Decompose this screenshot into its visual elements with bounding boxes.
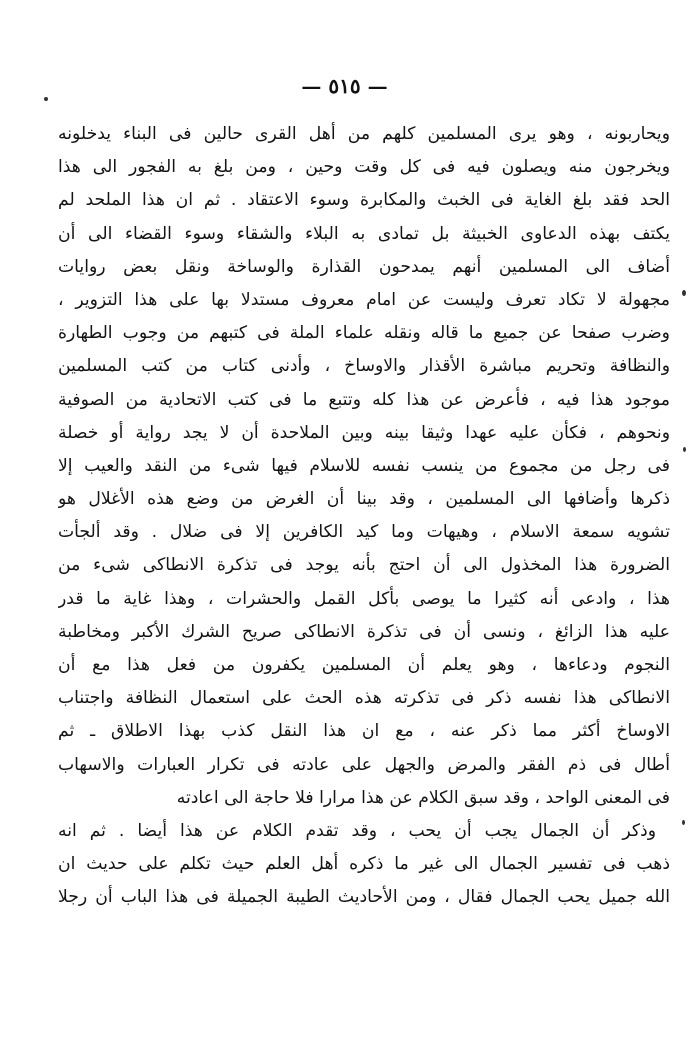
text-line: النجوم ودعاءها ، وهو يعلم أن المسلمين يكفرون من فعل هذا مع أن [58,655,670,675]
text-line: يكتف بهذه الدعاوى الخبيثة بل تمادى به البلاء والشقاء وسوء القضاء الى أن [58,223,670,244]
text-line: ونحوهم ، فكأن عليه عهدا وثيقا بينه وبين الملاحدة أن لا يجد رواية أو خصلة [58,422,670,443]
page-number: — ٥١٥ — [301,74,388,98]
text-line: الله جميل يحب الجمال فقال ، ومن الأحاديث الطيبة الجميلة فى هذا الباب أن رجلا [58,887,670,908]
text-line: ويخرجون منه ويصلون فيه فى كل وقت وحين ، ومن بلغ به الفجور الى هذا [58,157,670,178]
text-line: مجهولة لا تكاد تعرف وليست عن امام معروف مستدلا بها على هذا التزوير ، [58,289,670,310]
page-body-text [58,118,670,915]
text-line-paragraph-start: وذكر أن الجمال يجب أن يحب ، وقد تقدم الكلام عن هذا أيضا . ثم انه [58,820,656,841]
text-line: هذا ، وادعى أنه كثيرا ما يوصى بأكل القمل والحشرات ، وهذا غاية ما قدر [58,588,670,609]
scan-speck [682,820,685,825]
text-line-paragraph-end: فى المعنى الواحد ، وقد سبق الكلام عن هذا مرارا فلا حاجة الى اعادته [176,787,670,808]
text-line: أطال فى ذم الفقر والمرض والجهل على عادته فى تكرار العبارات والاسهاب [58,754,670,775]
scan-speck [683,447,686,452]
text-line: الحد فقد بلغ الغاية فى الخبث والمكابرة وسوء الاعتقاد . ثم ان هذا الملحد لم [58,190,670,211]
text-line: فى رجل من مجموع من ينسب نفسه للاسلام فيها شىء من النقد والعيب إلا [58,455,670,476]
text-line: والنظافة وتحريم مباشرة الأقذار والاوساخ ، وأدنى كتاب من كتب المسلمين [58,356,670,377]
text-line: ذكرها وأضافها الى المسلمين ، وقد بينا أن الغرض من وضع هذه الأغلال هو [58,489,670,510]
scan-speck [44,97,48,101]
text-line: ذهب فى تفسير الجمال الى غير ما ذكره أهل العلم حيث تكلم على حديث ان [58,854,670,875]
text-line: تشويه سمعة الاسلام ، وهيهات وما كيد الكافرين إلا فى ضلال . وقد ألجأت [58,522,670,543]
text-line: الاوساخ أكثر مما ذكر عنه ، مع ان هذا النقل كذب بهذا الاطلاق ـ ثم [58,721,670,742]
text-line: الضرورة هذا المخذول الى أن احتج بأنه يوجد فى تذكرة الانطاكى شىء من [58,555,670,576]
text-line: موجود هذا فيه ، فأعرض عن هذا كله وتتبع ما فى كتب الاتحادية من الصوفية [58,389,670,410]
text-line: أضاف الى المسلمين أنهم يمدحون القذارة والوساخة ونقل بعض روايات [58,256,670,277]
text-line: الانطاكى هذا نفسه ذكر فى تذكرته هذه الحث على استعمال النظافة واجتناب [58,688,670,709]
text-line: ويحاربونه ، وهو يرى المسلمين كلهم من أهل القرى حالين فى البناء يدخلونه [58,124,670,144]
text-line: عليه هذا الزائغ ، ونسى أن فى تذكرة الانطاكى صريح الشرك الأكبر ومخاطبة [58,621,670,642]
text-line: وضرب صفحا عن جميع ما قاله ونقله علماء الملة فى كتبهم من وجوب الطهارة [58,323,670,344]
scan-speck [682,290,686,296]
